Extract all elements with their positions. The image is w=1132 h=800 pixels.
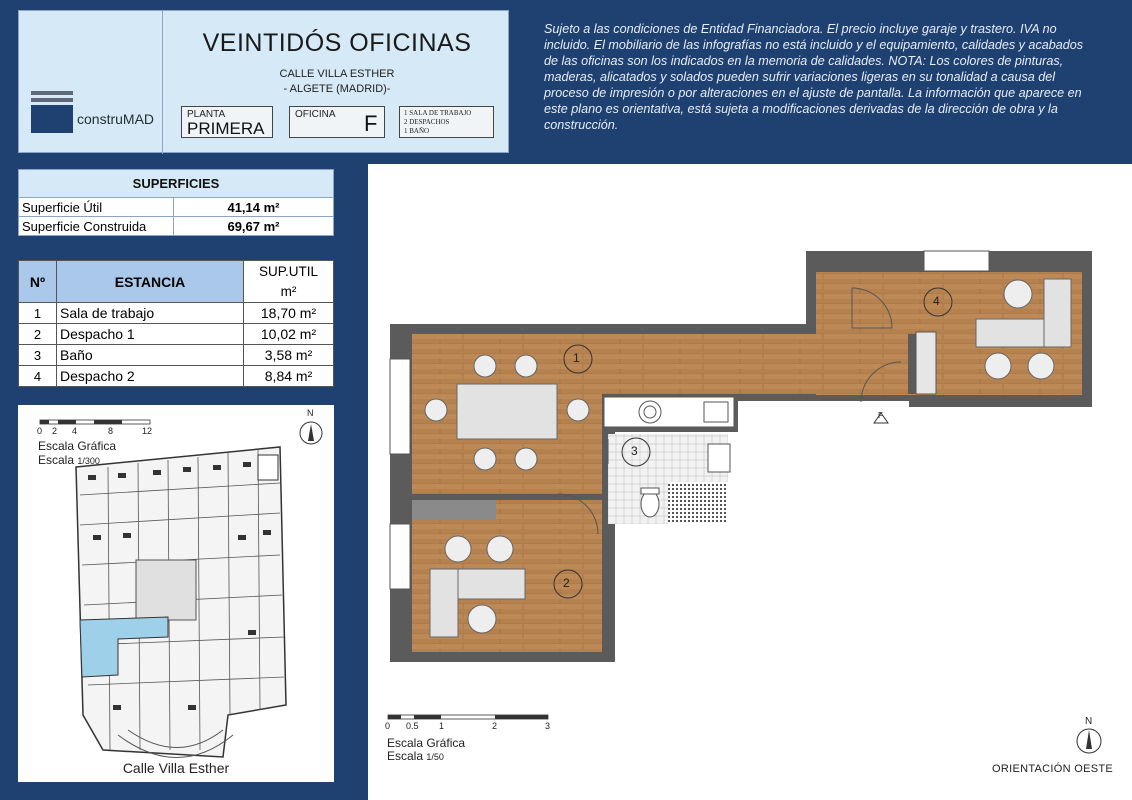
col-header-sup-line2: m² — [280, 283, 297, 299]
mini-scale-title: Escala Gráfica — [38, 439, 117, 453]
planta-label: PLANTA — [187, 109, 226, 120]
address-line-1: CALLE VILLA ESTHER — [279, 68, 395, 80]
superficie-name: Superficie Útil — [19, 198, 174, 217]
plan-scale-tick: 1 — [439, 721, 445, 731]
room-name: Baño — [57, 345, 244, 366]
planta-value: PRIMERA — [187, 119, 265, 138]
rooms-summary-item: 2 DESPACHOS — [404, 118, 450, 126]
room-area: 18,70 m² — [244, 303, 334, 324]
entry-label: F — [878, 411, 883, 420]
room-number-label: 3 — [631, 444, 638, 458]
construmad-logo-icon — [31, 91, 73, 133]
window — [924, 251, 989, 271]
plan-scale-tick: 2 — [492, 721, 498, 731]
col-header-sup — [244, 261, 334, 303]
table-row — [19, 198, 334, 217]
room-area: 8,84 m² — [244, 366, 334, 387]
room-number-label: 1 — [573, 351, 580, 365]
logo-area — [19, 11, 163, 154]
room-number-label: 2 — [563, 576, 570, 590]
window — [390, 524, 410, 589]
column — [916, 332, 936, 394]
disclaimer-text: Sujeto a las condiciones de Entidad Financiadora. El precio incluye garaje y trastero. IVA no incluido. El mobiliario de las infografías no está incluido y el equipamiento, calidades y acabados de las oficinas son los indicados en la memoria de calidades. NOTA: Los colores de pinturas, maderas, alicatados y solados pueden sufrir variaciones ligeras en su tonalidad a causa del proceso de impresión o por alteraciones en el ajuste de pantalla. La información que aparece en este plano es orientativa, está sujeta a modificaciones derivadas de la dirección de obra y la construcción. — [544, 22, 1084, 132]
mini-scale-tick: 0 — [37, 426, 43, 436]
plan-scale-tick: 0.5 — [406, 721, 419, 731]
room-name: Despacho 1 — [57, 324, 244, 345]
plan-scale-tick: 3 — [545, 721, 551, 731]
plan-north-label: N — [1085, 716, 1093, 727]
col-header-no: Nº — [19, 261, 57, 303]
room-number: 3 — [19, 345, 57, 366]
col-header-estancia: ESTANCIA — [57, 261, 244, 303]
floor-plan — [368, 164, 1132, 800]
plan-scale-bar — [388, 715, 548, 719]
rooms-summary-box — [399, 106, 494, 138]
table-row — [19, 366, 334, 387]
room-number: 4 — [19, 366, 57, 387]
superficies-title: SUPERFICIES — [19, 170, 334, 198]
mini-scale-text: Escala 1/300 — [38, 453, 100, 467]
superficies-table — [18, 169, 334, 236]
table-row — [19, 217, 334, 236]
oficina-value: F — [364, 111, 378, 136]
table-row — [19, 345, 334, 366]
table-row — [19, 303, 334, 324]
toilet — [641, 491, 659, 517]
room-area: 10,02 m² — [244, 324, 334, 345]
address-line-2: - ALGETE (MADRID)- — [283, 83, 391, 95]
floor-key-plan — [18, 405, 334, 782]
planta-box — [181, 106, 273, 138]
mini-scale-tick: 12 — [142, 426, 153, 436]
superficie-name: Superficie Construida — [19, 217, 174, 236]
superficie-value: 69,67 m² — [174, 217, 334, 236]
oficina-box — [289, 106, 385, 138]
plan-scale-tick: 0 — [385, 721, 391, 731]
mini-scale-tick: 2 — [52, 426, 58, 436]
oficina-label: OFICINA — [295, 109, 336, 120]
room-number-label: 4 — [933, 294, 940, 308]
window — [390, 359, 410, 454]
meeting-table — [457, 384, 557, 439]
orientation-label: ORIENTACIÓN OESTE — [992, 763, 1114, 775]
floor-plan-drawing — [368, 164, 1132, 800]
plan-scale-text: Escala 1/50 — [387, 749, 444, 763]
shower-tray — [668, 482, 728, 524]
superficie-value: 41,14 m² — [174, 198, 334, 217]
mini-scale-tick: 4 — [72, 426, 78, 436]
rooms-summary-item: 1 SALA DE TRABAJO — [404, 109, 472, 117]
mini-north-label: N — [307, 408, 314, 418]
street-name: Calle Villa Esther — [122, 760, 230, 776]
mini-scale-tick: 8 — [108, 426, 114, 436]
plan-scale-title: Escala Gráfica — [387, 736, 466, 750]
room-number: 2 — [19, 324, 57, 345]
room-number: 1 — [19, 303, 57, 324]
mini-scale-bar — [40, 420, 150, 424]
room-area: 3,58 m² — [244, 345, 334, 366]
col-header-sup-line1: SUP.UTIL — [258, 263, 319, 279]
washbasin — [708, 444, 730, 472]
table-row — [19, 324, 334, 345]
room-name: Sala de trabajo — [57, 303, 244, 324]
logo-text: construMAD — [77, 111, 155, 127]
room-name: Despacho 2 — [57, 366, 244, 387]
central-atrium — [136, 560, 196, 620]
header-card — [18, 10, 509, 153]
page-title: VEINTIDÓS OFICINAS — [202, 29, 472, 57]
stairs — [258, 455, 278, 480]
estancias-table — [18, 260, 334, 387]
rooms-summary-item: 1 BAÑO — [404, 127, 430, 135]
